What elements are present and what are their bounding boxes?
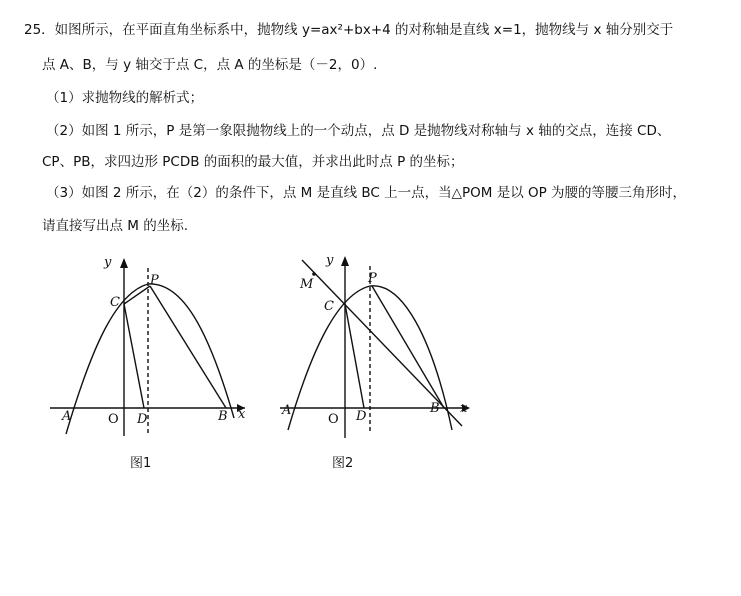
label-o: O [108, 412, 119, 427]
label-y: y [326, 253, 334, 268]
label-b: B [430, 401, 440, 416]
label-c: C [324, 299, 334, 314]
label-a: A [62, 409, 72, 424]
label-d: D [137, 412, 148, 427]
problem-line-4: （2）如图 1 所示，P 是第一象限抛物线上的一个动点，点 D 是抛物线对称轴与 x 轴的交点，连接 CD、 [46, 123, 671, 139]
problem-line-2: 点 A、B，与 y 轴交于点 C，点 A 的坐标是（－2，0）. [42, 57, 378, 73]
label-m: M [300, 277, 314, 292]
label-p: P [150, 273, 159, 288]
problem-line-5: CP、PB，求四边形 PCDB 的面积的最大值，并求出此时点 P 的坐标； [42, 154, 464, 170]
problem-line-1: 25．如图所示，在平面直角坐标系中，抛物线 y=ax²+bx+4 的对称轴是直线 x=1，抛物线与 x 轴分别交于 [24, 22, 674, 38]
point-m [312, 272, 316, 276]
segment-cd [345, 304, 364, 408]
segment-pb [372, 286, 444, 408]
segment-pb [150, 286, 226, 408]
y-axis-arrow [341, 256, 349, 266]
problem-line-7: 请直接写出点 M 的坐标. [42, 218, 189, 234]
label-a: A [282, 403, 292, 418]
parabola [66, 284, 234, 434]
label-y: y [104, 255, 112, 270]
problem-line-3: （1）求抛物线的解析式； [46, 90, 204, 106]
figure-2-caption: 图2 [332, 456, 354, 471]
y-axis-arrow [120, 258, 128, 268]
label-x: x [238, 407, 246, 422]
figure-1 [40, 248, 250, 448]
label-b: B [218, 409, 228, 424]
segment-cd [124, 304, 144, 408]
figure-2 [272, 248, 482, 448]
figure-1-caption: 图1 [130, 456, 152, 471]
problem-line-6: （3）如图 2 所示，在（2）的条件下，点 M 是直线 BC 上一点，当△POM 是以 OP 为腰的等腰三角形时， [46, 185, 687, 201]
label-p: P [368, 271, 377, 286]
label-o: O [328, 412, 339, 427]
label-d: D [356, 409, 367, 424]
label-c: C [110, 295, 120, 310]
label-x: x [460, 401, 468, 416]
